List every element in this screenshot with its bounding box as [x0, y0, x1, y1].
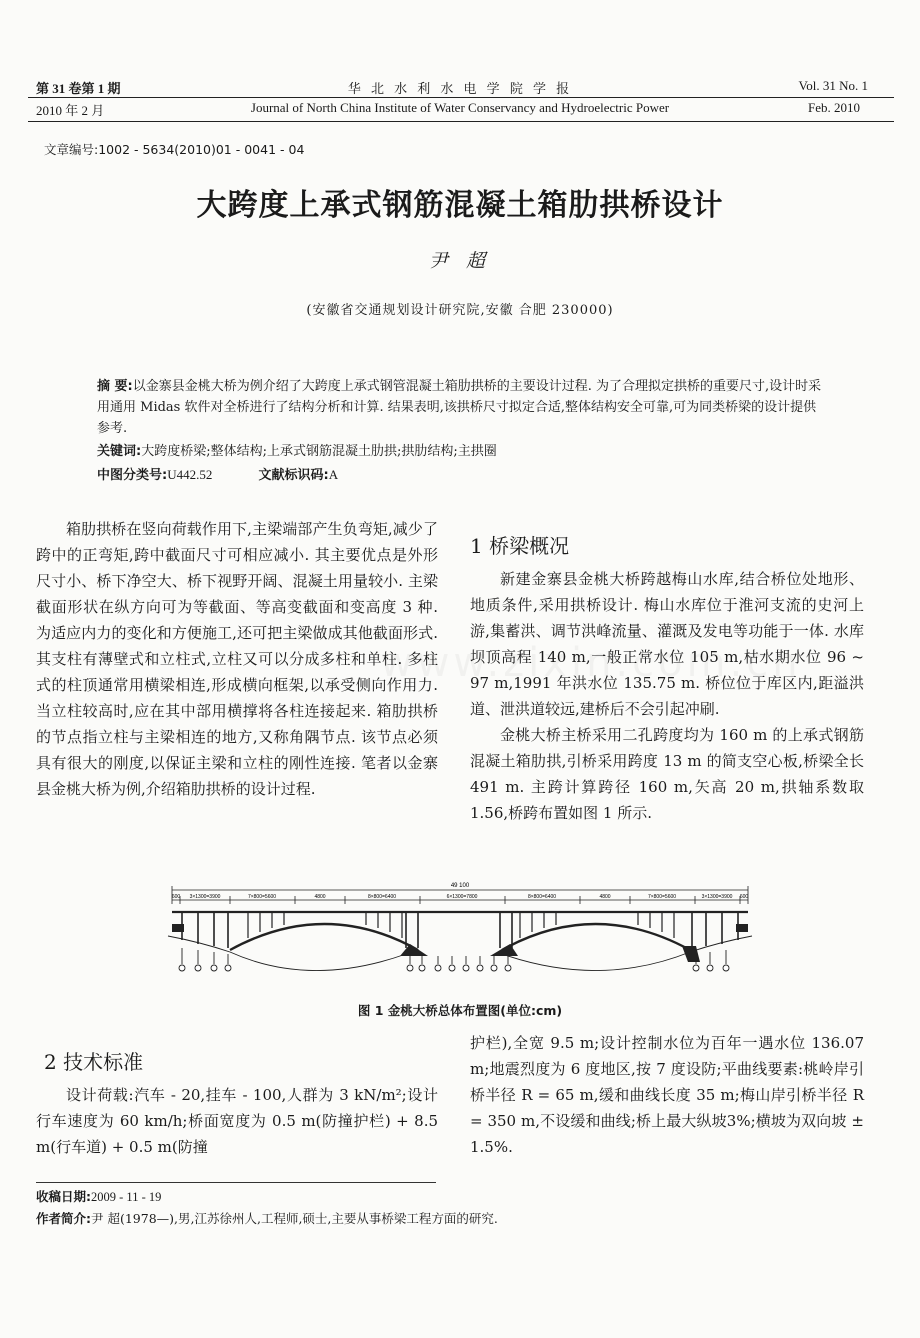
header-rule-top — [28, 97, 894, 98]
section1-heading: 1 桥梁概况 — [470, 534, 570, 558]
figure1-total-dimension: 49 100 — [450, 883, 470, 889]
paper-title: 大跨度上承式钢筋混凝土箱肋拱桥设计 — [196, 188, 724, 223]
abstract-label: 摘 要: — [97, 379, 133, 394]
paper-author: 尹 超 — [428, 250, 492, 272]
doc-code-label: 文献标识码: — [258, 468, 329, 483]
clc-label: 中图分类号: — [97, 468, 168, 483]
received-value: 2009 - 11 - 19 — [91, 1190, 162, 1204]
doc-code-value: A — [328, 467, 339, 482]
author-bio-label: 作者简介: — [36, 1211, 91, 1226]
header-date-cn: 2010 年 2 月 — [36, 103, 105, 118]
figure1-approach-piers — [182, 912, 738, 948]
header-journal-en: Journal of North China Institute of Water Conservancy and Hydroelectric Power — [250, 100, 670, 115]
header-volume-en: Vol. 31 No. 1 — [798, 78, 868, 93]
header-volume-cn: 第 31 卷第 1 期 — [36, 81, 121, 96]
intro-column — [36, 516, 438, 802]
section1-paragraph-2: 金桃大桥主桥采用二孔跨度均为 160 m 的上承式钢筋混凝土箱肋拱,引桥采用跨度 13 m 的简支空心板,桥梁全长 491 m. 主跨计算跨径 160 m,矢高 20 m,拱轴系数取 1.56,桥跨布置如图 1 所示. — [470, 726, 864, 822]
figure1-dim-2: 7×800=5600 — [247, 894, 277, 900]
received-label: 收稿日期: — [36, 1189, 91, 1204]
footnote-received — [36, 1186, 161, 1208]
section1-body — [470, 566, 864, 826]
article-number: 文章编号:1002 - 5634(2010)01 - 0041 - 04 — [44, 142, 305, 157]
figure1-dim-10: 600 — [739, 894, 749, 900]
header-journal-cn: 华 北 水 利 水 电 学 院 学 报 — [347, 82, 573, 97]
section2-paragraph-part1: 设计荷载:汽车 - 20,挂车 - 100,人群为 3 kN/m²;设计行车速度为 60 km/h;桥面宽度为 0.5 m(防撞护栏) + 8.5 m(行车道) + 0.5 m(防撞 — [36, 1086, 438, 1156]
figure1-left-ground — [168, 936, 418, 971]
header-date-en: Feb. 2010 — [808, 100, 860, 115]
header-rule-bottom — [28, 121, 894, 122]
section2-heading: 2 技术标准 — [44, 1050, 144, 1074]
figure1-dim-1: 3×1300=3900 — [189, 894, 221, 900]
section1-paragraph-1: 新建金寨县金桃大桥跨越梅山水库,结合桥位处地形、地质条件,采用拱桥设计. 梅山水库位于淮河支流的史河上游,集蓄洪、调节洪峰流量、灌溉及发电等功能于一体. 水库坝顶高程 140 m,一般正常水位 105 m,枯水期水位 96 ~ 97 m,1991 年洪水位 135.75 m. 桥位位于库区内,距溢洪道、泄洪道较远,建桥后不会引起冲刷. — [470, 570, 864, 718]
footnote-author-bio — [36, 1208, 498, 1230]
abstract-block — [97, 376, 827, 486]
figure1-dim-8: 7×800=5600 — [647, 894, 677, 900]
figure1-dim-9: 3×1300=3900 — [701, 894, 733, 900]
figure1-dim-6: 8×800=6400 — [527, 894, 557, 900]
paper-affiliation: (安徽省交通规划设计研究院,安徽 合肥 230000) — [306, 303, 614, 318]
figure1-piles — [182, 948, 726, 964]
section2-right-body — [470, 1030, 864, 1160]
author-bio-value: 尹 超(1978—),男,江苏徐州人,工程师,硕士,主要从事桥梁工程方面的研究. — [91, 1211, 498, 1226]
abstract-text: 以金寨县金桃大桥为例介绍了大跨度上承式钢管混凝土箱肋拱桥的主要设计过程. 为了合理拟定拱桥的重要尺寸,设计时采用通用 Midas 软件对全桥进行了结构分析和计算. 结果表明,该拱桥尺寸拟定合适,整体结构安全可靠,可为同类桥梁的设计提供参考. — [97, 379, 822, 436]
section2-paragraph-part2: 护栏),全宽 9.5 m;设计控制水位为百年一遇水位 136.07 m;地震烈度为 6 度地区,按 7 度设防;平曲线要素:桃岭岸引桥半径 R = 65 m,缓和曲线长度 35 m;梅山岸引桥半径 R = 350 m,不设缓和曲线;桥上最大纵坡3%;横坡为双向坡 ± 1.5%. — [470, 1034, 864, 1156]
figure1-dim-0: 600 — [171, 894, 181, 900]
figure1-bridge-elevation — [160, 878, 760, 978]
watermark — [380, 640, 802, 686]
clc-value: U442.52 — [167, 467, 213, 482]
figure1-dim-4: 8×800=6400 — [367, 894, 397, 900]
figure1-dim-5: 6×1300=7800 — [446, 894, 478, 900]
intro-paragraph: 箱肋拱桥在竖向荷载作用下,主梁端部产生负弯矩,减少了跨中的正弯矩,跨中截面尺寸可相应减小. 其主要优点是外形尺寸小、桥下净空大、桥下视野开阔、混凝土用量较小. 主梁截面形状在纵方向可为等截面、等高变截面和变高度 3 种. 为适应内力的变化和方便施工,还可把主梁做成其他截面形式. 其支柱有薄壁式和立柱式,立柱又可以分成多柱和单柱. 多柱式的柱顶通常用横梁相连,形成横向框架,以承受侧向作用力. 当立柱较高时,应在其中部用横撑将各柱连接起来. 箱肋拱桥的节点指立柱与主梁相连的地方,又称角隅节点. 该节点必须具有很大的刚度,以保证主梁和立柱的刚性连接. 笔者以金寨县金桃大桥为例,介绍箱肋拱桥的设计过程. — [36, 520, 438, 798]
figure1-dim-3: 4800 — [314, 894, 326, 900]
footnote-rule — [36, 1182, 436, 1183]
figure1-caption: 图 1 金桃大桥总体布置图(单位:cm) — [357, 1003, 563, 1018]
figure1-pile-tips — [179, 965, 729, 971]
keywords-text: 大跨度桥梁;整体结构;上承式钢筋混凝土肋拱;拱肋结构;主拱圈 — [141, 444, 497, 459]
section2-left-body — [36, 1082, 438, 1160]
figure1-span-dimensions — [172, 894, 749, 900]
keywords-label: 关键词: — [97, 444, 142, 459]
figure1-dim-7: 4800 — [599, 894, 611, 900]
figure1-right-ground — [502, 936, 752, 971]
